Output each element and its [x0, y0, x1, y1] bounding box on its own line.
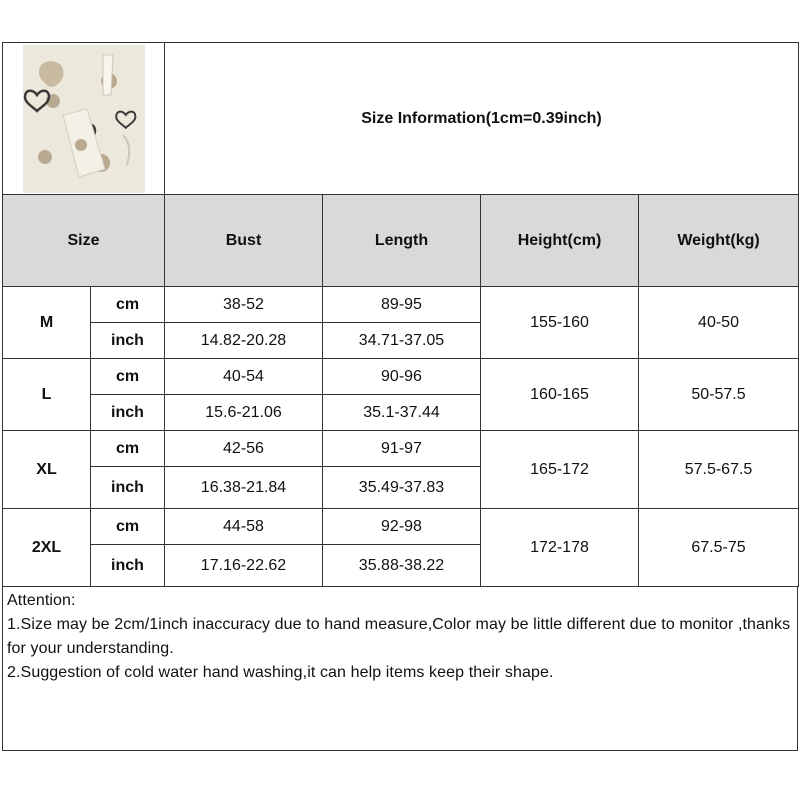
unit-label: cm: [91, 509, 165, 545]
product-photo: [23, 45, 145, 193]
page-title: Size Information(1cm=0.39inch): [165, 43, 799, 195]
header-size: Size: [3, 195, 165, 287]
height-cell: 165-172: [481, 431, 639, 509]
header-weight: Weight(kg): [639, 195, 799, 287]
notes-line-1: 1.Size may be 2cm/1inch inaccuracy due to hand measure,Color may be little different due to monitor ,thanks for your understanding.: [7, 616, 791, 657]
unit-label: inch: [91, 467, 165, 509]
size-chart-sheet: [2, 42, 798, 760]
table-row: [3, 287, 799, 323]
notes-line-2: 2.Suggestion of cold water hand washing,it can help items keep their shape.: [7, 664, 554, 681]
unit-label: cm: [91, 431, 165, 467]
header-length: Length: [323, 195, 481, 287]
length-cell: 92-98: [323, 509, 481, 545]
bust-cell: 40-54: [165, 359, 323, 395]
length-cell: 35.1-37.44: [323, 395, 481, 431]
header-height: Height(cm): [481, 195, 639, 287]
length-cell: 91-97: [323, 431, 481, 467]
length-cell: 90-96: [323, 359, 481, 395]
header-bust: Bust: [165, 195, 323, 287]
weight-cell: 57.5-67.5: [639, 431, 799, 509]
weight-cell: 40-50: [639, 287, 799, 359]
size-label: XL: [3, 431, 91, 509]
length-cell: 35.49-37.83: [323, 467, 481, 509]
unit-label: cm: [91, 287, 165, 323]
length-cell: 89-95: [323, 287, 481, 323]
weight-cell: 50-57.5: [639, 359, 799, 431]
size-table: [2, 42, 799, 587]
bust-cell: 44-58: [165, 509, 323, 545]
bust-cell: 14.82-20.28: [165, 323, 323, 359]
size-label: L: [3, 359, 91, 431]
bust-cell: 15.6-21.06: [165, 395, 323, 431]
table-row: [3, 509, 799, 545]
bust-cell: 17.16-22.62: [165, 545, 323, 587]
product-photo-cell: [3, 43, 165, 195]
unit-label: cm: [91, 359, 165, 395]
bust-cell: 42-56: [165, 431, 323, 467]
length-cell: 34.71-37.05: [323, 323, 481, 359]
weight-cell: 67.5-75: [639, 509, 799, 587]
notes-heading: Attention:: [7, 592, 76, 609]
bust-cell: 16.38-21.84: [165, 467, 323, 509]
height-cell: 155-160: [481, 287, 639, 359]
height-cell: 172-178: [481, 509, 639, 587]
size-label: 2XL: [3, 509, 91, 587]
unit-label: inch: [91, 395, 165, 431]
unit-label: inch: [91, 545, 165, 587]
length-cell: 35.88-38.22: [323, 545, 481, 587]
size-label: M: [3, 287, 91, 359]
attention-notes: [2, 587, 798, 751]
bust-cell: 38-52: [165, 287, 323, 323]
table-row: [3, 431, 799, 467]
unit-label: inch: [91, 323, 165, 359]
table-row: [3, 359, 799, 395]
height-cell: 160-165: [481, 359, 639, 431]
